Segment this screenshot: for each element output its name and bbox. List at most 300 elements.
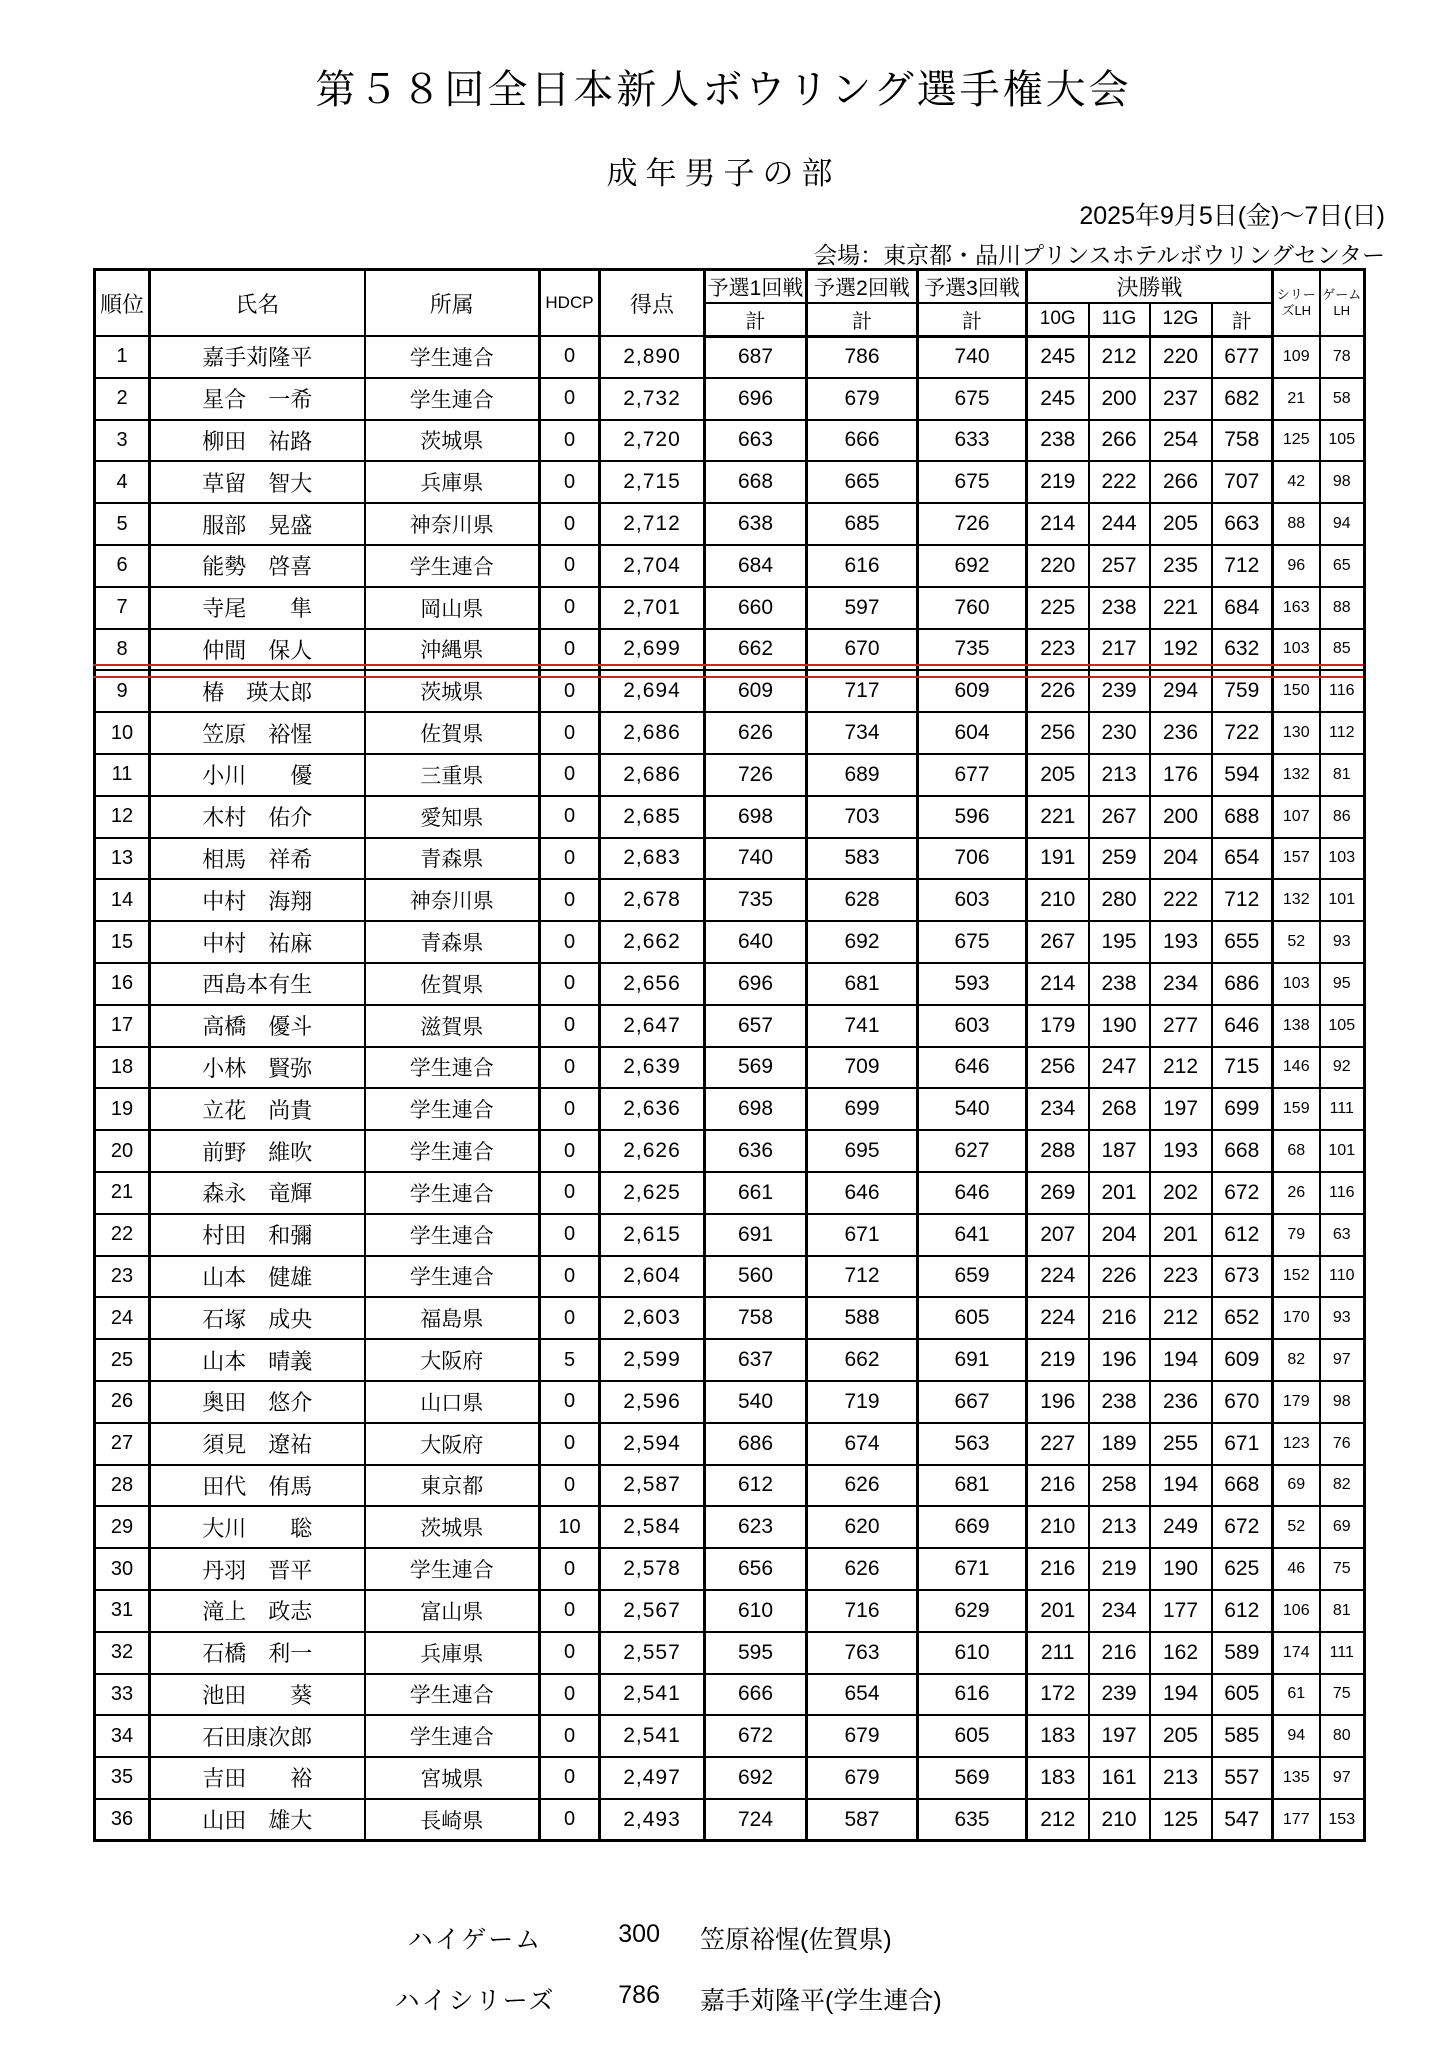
- qualifier-1-cell: 758: [705, 1297, 807, 1339]
- table-row: [95, 1088, 1365, 1130]
- qualifier-2-cell: 719: [807, 1381, 918, 1423]
- name-cell: 吉田 裕: [150, 1757, 365, 1799]
- name-cell: 村田 和彌: [150, 1214, 365, 1256]
- game-10-cell: 245: [1027, 336, 1089, 378]
- game-lh-cell: 112: [1320, 712, 1365, 754]
- total-score-cell: 2,712: [600, 503, 705, 545]
- hdcp-cell: 0: [540, 1047, 600, 1089]
- hdcp-cell: 0: [540, 754, 600, 796]
- qualifier-3-cell: 659: [918, 1256, 1027, 1298]
- table-row: [95, 1047, 1365, 1089]
- game-12-cell: 221: [1150, 587, 1212, 629]
- finals-total-cell: 612: [1212, 1590, 1273, 1632]
- game-lh-cell: 81: [1320, 1590, 1365, 1632]
- game-12-cell: 222: [1150, 879, 1212, 921]
- hdcp-cell: 0: [540, 1130, 600, 1172]
- table-row: [95, 545, 1365, 587]
- game-11-cell: 267: [1089, 796, 1150, 838]
- series-lh-cell: 157: [1273, 838, 1320, 880]
- name-cell: 嘉手苅隆平: [150, 336, 365, 378]
- qualifier-2-cell: 587: [807, 1799, 918, 1841]
- game-12-cell: 125: [1150, 1799, 1212, 1841]
- total-score-cell: 2,636: [600, 1088, 705, 1130]
- hdcp-cell: 0: [540, 1423, 600, 1465]
- qualifier-2-cell: 679: [807, 1715, 918, 1757]
- series-lh-cell: 103: [1273, 629, 1320, 671]
- qualifier-1-cell: 687: [705, 336, 807, 378]
- affiliation-cell: 滋賀県: [365, 1005, 540, 1047]
- game-12-cell: 249: [1150, 1506, 1212, 1548]
- total-score-cell: 2,647: [600, 1005, 705, 1047]
- game-lh-cell: 98: [1320, 461, 1365, 503]
- finals-total-cell: 652: [1212, 1297, 1273, 1339]
- finals-total-cell: 646: [1212, 1005, 1273, 1047]
- qualifier-3-cell: 681: [918, 1465, 1027, 1507]
- finals-total-cell: 672: [1212, 1172, 1273, 1214]
- series-lh-cell: 150: [1273, 670, 1320, 712]
- game-lh-cell: 98: [1320, 1381, 1365, 1423]
- game-11-cell: 187: [1089, 1130, 1150, 1172]
- finals-total-cell: 668: [1212, 1465, 1273, 1507]
- table-row: [95, 1381, 1365, 1423]
- hdcp-cell: 0: [540, 1590, 600, 1632]
- name-cell: 石田康次郎: [150, 1715, 365, 1757]
- qualifier-2-cell: 620: [807, 1506, 918, 1548]
- finals-total-cell: 668: [1212, 1130, 1273, 1172]
- qualifier-3-cell: 675: [918, 378, 1027, 420]
- qualifier-3-cell: 563: [918, 1423, 1027, 1465]
- rank-cell: 13: [95, 838, 150, 880]
- affiliation-cell: 福島県: [365, 1297, 540, 1339]
- high-game-value: 300: [618, 1920, 660, 1948]
- affiliation-cell: 青森県: [365, 921, 540, 963]
- game-12-cell: 294: [1150, 670, 1212, 712]
- game-11-cell: 201: [1089, 1172, 1150, 1214]
- affiliation-cell: 青森県: [365, 838, 540, 880]
- game-11-cell: 196: [1089, 1339, 1150, 1381]
- col-header-rank: 順位: [95, 270, 150, 337]
- affiliation-cell: 学生連合: [365, 1256, 540, 1298]
- name-cell: 笠原 裕惺: [150, 712, 365, 754]
- game-12-cell: 193: [1150, 921, 1212, 963]
- qualifier-3-cell: 604: [918, 712, 1027, 754]
- game-12-cell: 212: [1150, 1297, 1212, 1339]
- name-cell: 滝上 政志: [150, 1590, 365, 1632]
- game-lh-cell: 78: [1320, 336, 1365, 378]
- qualifier-1-cell: 560: [705, 1256, 807, 1298]
- game-10-cell: 238: [1027, 420, 1089, 462]
- game-11-cell: 204: [1089, 1214, 1150, 1256]
- rank-cell: 28: [95, 1465, 150, 1507]
- high-series-value: 786: [618, 1981, 660, 2009]
- total-score-cell: 2,662: [600, 921, 705, 963]
- qualifier-1-cell: 657: [705, 1005, 807, 1047]
- rank-cell: 21: [95, 1172, 150, 1214]
- finals-total-cell: 670: [1212, 1381, 1273, 1423]
- hdcp-cell: 0: [540, 378, 600, 420]
- qualifier-2-cell: 666: [807, 420, 918, 462]
- finals-total-cell: 758: [1212, 420, 1273, 462]
- hdcp-cell: 0: [540, 1465, 600, 1507]
- finals-total-cell: 759: [1212, 670, 1273, 712]
- qualifier-3-cell: 627: [918, 1130, 1027, 1172]
- hdcp-cell: 10: [540, 1506, 600, 1548]
- table-row: [95, 670, 1365, 712]
- hdcp-cell: 0: [540, 1214, 600, 1256]
- affiliation-cell: 兵庫県: [365, 461, 540, 503]
- rank-cell: 32: [95, 1632, 150, 1674]
- game-12-cell: 220: [1150, 336, 1212, 378]
- series-lh-cell: 61: [1273, 1674, 1320, 1716]
- finals-total-cell: 632: [1212, 629, 1273, 671]
- qualifier-1-cell: 724: [705, 1799, 807, 1841]
- qualifier-1-cell: 696: [705, 963, 807, 1005]
- series-lh-cell: 69: [1273, 1465, 1320, 1507]
- high-series-holder: 嘉手苅隆平(学生連合): [700, 1987, 942, 2015]
- rank-cell: 24: [95, 1297, 150, 1339]
- hdcp-cell: 0: [540, 587, 600, 629]
- finals-total-cell: 677: [1212, 336, 1273, 378]
- game-11-cell: 244: [1089, 503, 1150, 545]
- name-cell: 柳田 祐路: [150, 420, 365, 462]
- game-12-cell: 205: [1150, 1715, 1212, 1757]
- rank-cell: 30: [95, 1548, 150, 1590]
- game-10-cell: 219: [1027, 461, 1089, 503]
- affiliation-cell: 三重県: [365, 754, 540, 796]
- qualifier-1-cell: 569: [705, 1047, 807, 1089]
- qualifier-2-cell: 703: [807, 796, 918, 838]
- finals-total-cell: 589: [1212, 1632, 1273, 1674]
- qualifier-3-cell: 691: [918, 1339, 1027, 1381]
- rank-cell: 1: [95, 336, 150, 378]
- total-score-cell: 2,567: [600, 1590, 705, 1632]
- game-lh-cell: 76: [1320, 1423, 1365, 1465]
- game-12-cell: 254: [1150, 420, 1212, 462]
- affiliation-cell: 大阪府: [365, 1423, 540, 1465]
- game-11-cell: 258: [1089, 1465, 1150, 1507]
- qualifier-1-cell: 595: [705, 1632, 807, 1674]
- game-11-cell: 212: [1089, 336, 1150, 378]
- qualifier-2-cell: 679: [807, 378, 918, 420]
- table-row: [95, 587, 1365, 629]
- finals-total-cell: 609: [1212, 1339, 1273, 1381]
- game-lh-cell: 81: [1320, 754, 1365, 796]
- finals-total-cell: 715: [1212, 1047, 1273, 1089]
- qualifier-3-cell: 603: [918, 879, 1027, 921]
- game-12-cell: 213: [1150, 1757, 1212, 1799]
- qualifier-2-cell: 646: [807, 1172, 918, 1214]
- game-11-cell: 210: [1089, 1799, 1150, 1841]
- name-cell: 石橋 利一: [150, 1632, 365, 1674]
- table-row: [95, 1005, 1365, 1047]
- game-10-cell: 219: [1027, 1339, 1089, 1381]
- affiliation-cell: 学生連合: [365, 545, 540, 587]
- qualifier-2-cell: 583: [807, 838, 918, 880]
- total-score-cell: 2,626: [600, 1130, 705, 1172]
- qualifier-1-cell: 726: [705, 754, 807, 796]
- qualifier-3-cell: 540: [918, 1088, 1027, 1130]
- name-cell: 前野 維吹: [150, 1130, 365, 1172]
- qualifier-1-cell: 623: [705, 1506, 807, 1548]
- event-dates: 2025年9月5日(金)～7日(日): [1079, 202, 1385, 230]
- finals-total-cell: 605: [1212, 1674, 1273, 1716]
- hdcp-cell: 0: [540, 879, 600, 921]
- game-11-cell: 238: [1089, 963, 1150, 1005]
- qualifier-3-cell: 735: [918, 629, 1027, 671]
- series-lh-cell: 88: [1273, 503, 1320, 545]
- affiliation-cell: 学生連合: [365, 1715, 540, 1757]
- affiliation-cell: 佐賀県: [365, 963, 540, 1005]
- game-11-cell: 226: [1089, 1256, 1150, 1298]
- finals-total-cell: 585: [1212, 1715, 1273, 1757]
- game-lh-cell: 103: [1320, 838, 1365, 880]
- qualifier-3-cell: 610: [918, 1632, 1027, 1674]
- game-12-cell: 197: [1150, 1088, 1212, 1130]
- qualifier-2-cell: 695: [807, 1130, 918, 1172]
- qualifier-2-cell: 734: [807, 712, 918, 754]
- qualifier-2-cell: 670: [807, 629, 918, 671]
- name-cell: 寺尾 隼: [150, 587, 365, 629]
- name-cell: 椿 瑛太郎: [150, 670, 365, 712]
- qualifier-1-cell: 692: [705, 1757, 807, 1799]
- rank-cell: 18: [95, 1047, 150, 1089]
- qualifier-2-cell: 597: [807, 587, 918, 629]
- table-row: [95, 1297, 1365, 1339]
- qualifier-3-cell: 671: [918, 1548, 1027, 1590]
- table-row: [95, 921, 1365, 963]
- rank-cell: 14: [95, 879, 150, 921]
- series-lh-cell: 52: [1273, 1506, 1320, 1548]
- table-row: [95, 963, 1365, 1005]
- qualifier-3-cell: 646: [918, 1047, 1027, 1089]
- game-11-cell: 247: [1089, 1047, 1150, 1089]
- game-lh-cell: 116: [1320, 670, 1365, 712]
- affiliation-cell: 宮城県: [365, 1757, 540, 1799]
- qualifier-1-cell: 696: [705, 378, 807, 420]
- name-cell: 中村 海翔: [150, 879, 365, 921]
- game-lh-cell: 105: [1320, 1005, 1365, 1047]
- hdcp-cell: 0: [540, 796, 600, 838]
- table-row: [95, 336, 1365, 378]
- game-lh-cell: 75: [1320, 1674, 1365, 1716]
- hdcp-cell: 0: [540, 1381, 600, 1423]
- col-header-qualifier-2: 予選2回戦: [807, 270, 918, 304]
- game-11-cell: 219: [1089, 1548, 1150, 1590]
- total-score-cell: 2,625: [600, 1172, 705, 1214]
- affiliation-cell: 山口県: [365, 1381, 540, 1423]
- name-cell: 石塚 成央: [150, 1297, 365, 1339]
- hdcp-cell: 0: [540, 838, 600, 880]
- game-11-cell: 234: [1089, 1590, 1150, 1632]
- high-game-label: ハイゲーム: [407, 1926, 543, 1954]
- rank-cell: 11: [95, 754, 150, 796]
- qualifier-2-cell: 674: [807, 1423, 918, 1465]
- qualifier-3-cell: 706: [918, 838, 1027, 880]
- finals-total-cell: 686: [1212, 963, 1273, 1005]
- affiliation-cell: 神奈川県: [365, 879, 540, 921]
- game-12-cell: 194: [1150, 1674, 1212, 1716]
- game-12-cell: 235: [1150, 545, 1212, 587]
- game-12-cell: 192: [1150, 629, 1212, 671]
- qualifier-2-cell: 699: [807, 1088, 918, 1130]
- col-header-score: 得点: [600, 270, 705, 337]
- qualifier-1-cell: 626: [705, 712, 807, 754]
- finals-total-cell: 707: [1212, 461, 1273, 503]
- name-cell: 須見 遼祐: [150, 1423, 365, 1465]
- series-lh-cell: 109: [1273, 336, 1320, 378]
- name-cell: 中村 祐麻: [150, 921, 365, 963]
- game-lh-cell: 69: [1320, 1506, 1365, 1548]
- game-11-cell: 239: [1089, 1674, 1150, 1716]
- game-12-cell: 200: [1150, 796, 1212, 838]
- game-11-cell: 238: [1089, 587, 1150, 629]
- qualifier-3-cell: 667: [918, 1381, 1027, 1423]
- name-cell: 仲間 保人: [150, 629, 365, 671]
- table-row: [95, 503, 1365, 545]
- table-row: [95, 1423, 1365, 1465]
- game-12-cell: 201: [1150, 1214, 1212, 1256]
- table-row: [95, 1715, 1365, 1757]
- hdcp-cell: 0: [540, 1005, 600, 1047]
- rank-cell: 3: [95, 420, 150, 462]
- game-10-cell: 216: [1027, 1548, 1089, 1590]
- series-lh-cell: 132: [1273, 879, 1320, 921]
- name-cell: 山本 晴義: [150, 1339, 365, 1381]
- qualifier-3-cell: 596: [918, 796, 1027, 838]
- affiliation-cell: 茨城県: [365, 420, 540, 462]
- qualifier-3-cell: 760: [918, 587, 1027, 629]
- game-lh-cell: 85: [1320, 629, 1365, 671]
- series-lh-cell: 174: [1273, 1632, 1320, 1674]
- game-12-cell: 237: [1150, 378, 1212, 420]
- total-score-cell: 2,678: [600, 879, 705, 921]
- qualifier-2-cell: 709: [807, 1047, 918, 1089]
- game-lh-cell: 82: [1320, 1465, 1365, 1507]
- game-lh-cell: 93: [1320, 1297, 1365, 1339]
- affiliation-cell: 岡山県: [365, 587, 540, 629]
- total-score-cell: 2,604: [600, 1256, 705, 1298]
- hdcp-cell: 0: [540, 921, 600, 963]
- qualifier-3-cell: 603: [918, 1005, 1027, 1047]
- name-cell: 能勢 啓喜: [150, 545, 365, 587]
- rank-cell: 19: [95, 1088, 150, 1130]
- hdcp-cell: 0: [540, 1172, 600, 1214]
- table-row: [95, 1674, 1365, 1716]
- qualifier-3-cell: 641: [918, 1214, 1027, 1256]
- total-score-cell: 2,686: [600, 754, 705, 796]
- subheader-q1-total: 計: [705, 303, 807, 336]
- total-score-cell: 2,557: [600, 1632, 705, 1674]
- game-lh-cell: 111: [1320, 1632, 1365, 1674]
- rank-cell: 8: [95, 629, 150, 671]
- hdcp-cell: 0: [540, 963, 600, 1005]
- affiliation-cell: 愛知県: [365, 796, 540, 838]
- affiliation-cell: 学生連合: [365, 336, 540, 378]
- name-cell: 星合 一希: [150, 378, 365, 420]
- high-series-label: ハイシリーズ: [394, 1987, 556, 2015]
- game-11-cell: 189: [1089, 1423, 1150, 1465]
- game-12-cell: 194: [1150, 1339, 1212, 1381]
- subheader-game-10: 10G: [1027, 303, 1089, 336]
- game-12-cell: 236: [1150, 1381, 1212, 1423]
- results-table: [93, 268, 1366, 1842]
- finals-total-cell: 594: [1212, 754, 1273, 796]
- hdcp-cell: 0: [540, 1548, 600, 1590]
- table-row: [95, 1757, 1365, 1799]
- qualifier-1-cell: 663: [705, 420, 807, 462]
- name-cell: 池田 葵: [150, 1674, 365, 1716]
- qualifier-1-cell: 698: [705, 796, 807, 838]
- game-12-cell: 194: [1150, 1465, 1212, 1507]
- qualifier-3-cell: 629: [918, 1590, 1027, 1632]
- series-lh-cell: 52: [1273, 921, 1320, 963]
- game-10-cell: 267: [1027, 921, 1089, 963]
- qualifier-1-cell: 686: [705, 1423, 807, 1465]
- col-header-qualifier-1: 予選1回戦: [705, 270, 807, 304]
- col-header-series-lh: シリーズLH: [1273, 270, 1320, 337]
- qualifier-3-cell: 605: [918, 1297, 1027, 1339]
- game-10-cell: 211: [1027, 1632, 1089, 1674]
- game-10-cell: 201: [1027, 1590, 1089, 1632]
- game-lh-cell: 75: [1320, 1548, 1365, 1590]
- qualifier-2-cell: 679: [807, 1757, 918, 1799]
- game-10-cell: 179: [1027, 1005, 1089, 1047]
- total-score-cell: 2,683: [600, 838, 705, 880]
- game-10-cell: 210: [1027, 1506, 1089, 1548]
- qualifier-2-cell: 786: [807, 336, 918, 378]
- game-11-cell: 239: [1089, 670, 1150, 712]
- game-lh-cell: 97: [1320, 1757, 1365, 1799]
- qualifier-1-cell: 637: [705, 1339, 807, 1381]
- high-game-line: [0, 1920, 1447, 1954]
- game-11-cell: 216: [1089, 1632, 1150, 1674]
- game-10-cell: 245: [1027, 378, 1089, 420]
- rank-cell: 22: [95, 1214, 150, 1256]
- game-12-cell: 190: [1150, 1548, 1212, 1590]
- game-10-cell: 224: [1027, 1256, 1089, 1298]
- game-11-cell: 197: [1089, 1715, 1150, 1757]
- game-10-cell: 269: [1027, 1172, 1089, 1214]
- series-lh-cell: 46: [1273, 1548, 1320, 1590]
- game-11-cell: 238: [1089, 1381, 1150, 1423]
- finals-total-cell: 712: [1212, 545, 1273, 587]
- name-cell: 山本 健雄: [150, 1256, 365, 1298]
- game-10-cell: 256: [1027, 712, 1089, 754]
- qualifier-2-cell: 654: [807, 1674, 918, 1716]
- hdcp-cell: 0: [540, 461, 600, 503]
- table-row: [95, 838, 1365, 880]
- total-score-cell: 2,686: [600, 712, 705, 754]
- hdcp-cell: 0: [540, 420, 600, 462]
- qualifier-1-cell: 691: [705, 1214, 807, 1256]
- affiliation-cell: 学生連合: [365, 1130, 540, 1172]
- finals-total-cell: 699: [1212, 1088, 1273, 1130]
- game-10-cell: 288: [1027, 1130, 1089, 1172]
- table-row: [95, 1339, 1365, 1381]
- series-lh-cell: 135: [1273, 1757, 1320, 1799]
- series-lh-cell: 21: [1273, 378, 1320, 420]
- finals-total-cell: 557: [1212, 1757, 1273, 1799]
- game-10-cell: 183: [1027, 1715, 1089, 1757]
- qualifier-3-cell: 633: [918, 420, 1027, 462]
- qualifier-2-cell: 681: [807, 963, 918, 1005]
- rank-cell: 15: [95, 921, 150, 963]
- finals-total-cell: 712: [1212, 879, 1273, 921]
- affiliation-cell: 学生連合: [365, 378, 540, 420]
- qualifier-3-cell: 605: [918, 1715, 1027, 1757]
- rank-cell: 27: [95, 1423, 150, 1465]
- col-header-hdcp: HDCP: [540, 270, 600, 337]
